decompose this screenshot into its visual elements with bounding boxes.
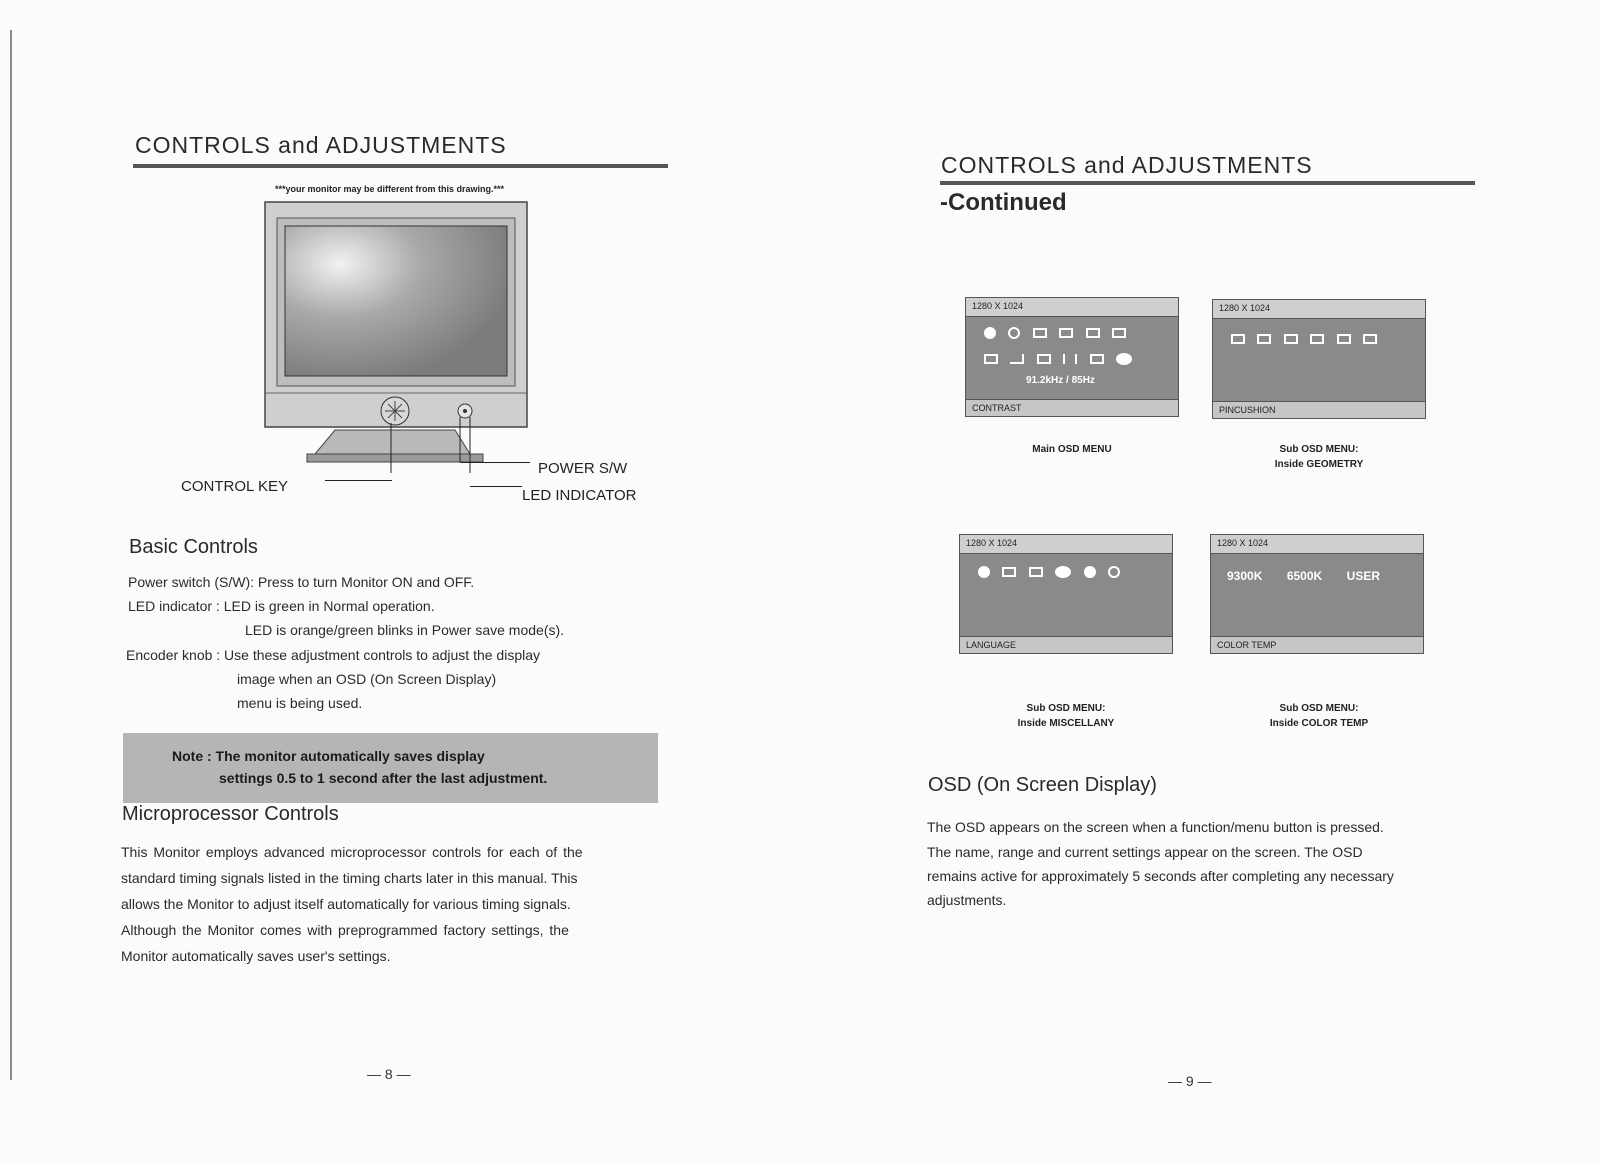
basic-line-2: LED indicator : LED is green in Normal operation. xyxy=(128,598,435,614)
right-page-title: CONTROLS and ADJUSTMENTS xyxy=(941,152,1313,178)
parallelogram-icon xyxy=(1310,334,1324,344)
osd-v-position-icon xyxy=(1029,567,1043,577)
control-key-label: CONTROL KEY xyxy=(181,478,288,495)
misc-icon xyxy=(1116,353,1132,365)
drawing-note: ***your monitor may be different from this drawing.*** xyxy=(275,184,505,194)
mode-icon xyxy=(1084,566,1096,578)
basic-line-1: Power switch (S/W): Press to turn Monitor ON and OFF. xyxy=(128,574,475,590)
microprocessor-heading: Microprocessor Controls xyxy=(122,803,339,825)
control-key-leader xyxy=(325,480,392,481)
page-binding-edge xyxy=(10,30,12,1080)
top-corner-icon xyxy=(1363,334,1377,344)
basic-line-3: LED is orange/green blinks in Power save mode(s). xyxy=(245,622,565,638)
caption-line-1: Main OSD MENU xyxy=(1032,444,1112,455)
osd-line-4: adjustments. xyxy=(927,892,1007,908)
caption-miscellany xyxy=(959,701,1173,731)
osd-resolution: 1280 X 1024 xyxy=(960,535,1172,554)
osd-heading: OSD (On Screen Display) xyxy=(928,774,1157,796)
rotation-icon xyxy=(1337,334,1351,344)
degauss-icon xyxy=(1090,354,1104,364)
h-size-icon xyxy=(1059,328,1073,338)
right-page-number: — 9 — xyxy=(1168,1073,1212,1089)
note-line-2: settings 0.5 to 1 second after the last adjustment. xyxy=(219,770,548,786)
basic-controls-heading: Basic Controls xyxy=(129,536,258,558)
v-position-icon xyxy=(1086,328,1100,338)
osd-h-position-icon xyxy=(1002,567,1016,577)
caption-line-1: Sub OSD MENU: xyxy=(1026,703,1106,714)
left-title-rule xyxy=(133,164,668,168)
brightness-icon xyxy=(1008,327,1020,339)
osd-panel-main xyxy=(965,297,1179,417)
osd-resolution: 1280 X 1024 xyxy=(1211,535,1423,554)
osd-line-2: The name, range and current settings appear on the screen. The OSD xyxy=(927,844,1363,860)
option-user: USER xyxy=(1346,569,1380,583)
micro-line-3: allows the Monitor to adjust itself automatically for various timing signals. xyxy=(121,896,571,912)
caption-main-osd xyxy=(965,442,1179,457)
osd-line-1: The OSD appears on the screen when a function/menu button is pressed. xyxy=(927,819,1384,835)
v-size-icon xyxy=(1112,328,1126,338)
micro-line-4: Although the Monitor comes with preprogrammed factory settings, the xyxy=(121,922,569,938)
micro-line-2: standard timing signals listed in the timing charts later in this manual. This xyxy=(121,870,578,886)
osd-icon-row-1 xyxy=(974,563,1124,581)
option-9300k: 9300K xyxy=(1227,569,1263,583)
trapezoid-icon xyxy=(1257,334,1271,344)
osd-footer: CONTRAST xyxy=(966,399,1178,416)
basic-line-6: menu is being used. xyxy=(237,695,363,711)
led-indicator-leader xyxy=(470,486,522,487)
caption-geometry xyxy=(1212,442,1426,472)
osd-icon-row-1 xyxy=(980,324,1130,342)
osd-frequency: 91.2kHz / 85Hz xyxy=(1026,375,1095,386)
option-6500k: 6500K xyxy=(1286,569,1323,583)
right-title-rule xyxy=(940,181,1475,185)
recall-icon xyxy=(1037,354,1051,364)
h-position-icon xyxy=(1033,328,1047,338)
osd-panel-color-temp xyxy=(1210,534,1424,654)
language-icon xyxy=(978,566,990,578)
contrast-icon xyxy=(984,327,996,339)
osd-panel-miscellany xyxy=(959,534,1173,654)
power-sw-label: POWER S/W xyxy=(538,460,628,477)
osd-footer: LANGUAGE xyxy=(960,636,1172,653)
basic-line-4: Encoder knob : Use these adjustment controls to adjust the display xyxy=(126,647,541,663)
osd-resolution: 1280 X 1024 xyxy=(1213,300,1425,319)
power-sw-leader xyxy=(460,462,530,463)
osd-panel-geometry xyxy=(1212,299,1426,419)
osd-footer: COLOR TEMP xyxy=(1211,636,1423,653)
caption-line-2: Inside COLOR TEMP xyxy=(1269,718,1369,729)
led-indicator-label: LED INDICATOR xyxy=(522,487,637,504)
caption-line-2: Inside GEOMETRY xyxy=(1274,459,1364,470)
pin-balance-icon xyxy=(1284,334,1298,344)
left-page-title: CONTROLS and ADJUSTMENTS xyxy=(135,132,507,158)
caption-line-1: Sub OSD MENU: xyxy=(1279,444,1359,455)
input-icon xyxy=(1055,566,1071,578)
osd-line-3: remains active for approximately 5 seconds after completing any necessary xyxy=(927,868,1394,884)
caption-color-temp xyxy=(1212,701,1426,731)
caption-line-2: Inside MISCELLANY xyxy=(1017,718,1115,729)
osd-icon-row-2 xyxy=(980,350,1136,368)
moire-icon xyxy=(1063,354,1077,364)
timer-icon xyxy=(1108,566,1120,578)
osd-icon-row-1 xyxy=(1227,330,1381,348)
color-temp-options xyxy=(1217,567,1390,585)
micro-line-1: This Monitor employs advanced microprocessor controls for each of the xyxy=(121,844,583,860)
color-icon xyxy=(1010,354,1024,364)
right-page-subtitle: -Continued xyxy=(940,189,1067,216)
geometry-icon xyxy=(984,354,998,364)
monitor-illustration xyxy=(255,198,535,473)
note-line-1: Note : The monitor automatically saves display xyxy=(172,748,485,764)
pincushion-icon xyxy=(1231,334,1245,344)
left-page-number: — 8 — xyxy=(367,1066,411,1082)
caption-line-1: Sub OSD MENU: xyxy=(1279,703,1359,714)
osd-footer: PINCUSHION xyxy=(1213,401,1425,418)
basic-line-5: image when an OSD (On Screen Display) xyxy=(237,671,497,687)
micro-line-5: Monitor automatically saves user's settings. xyxy=(121,948,391,964)
osd-resolution: 1280 X 1024 xyxy=(966,298,1178,317)
